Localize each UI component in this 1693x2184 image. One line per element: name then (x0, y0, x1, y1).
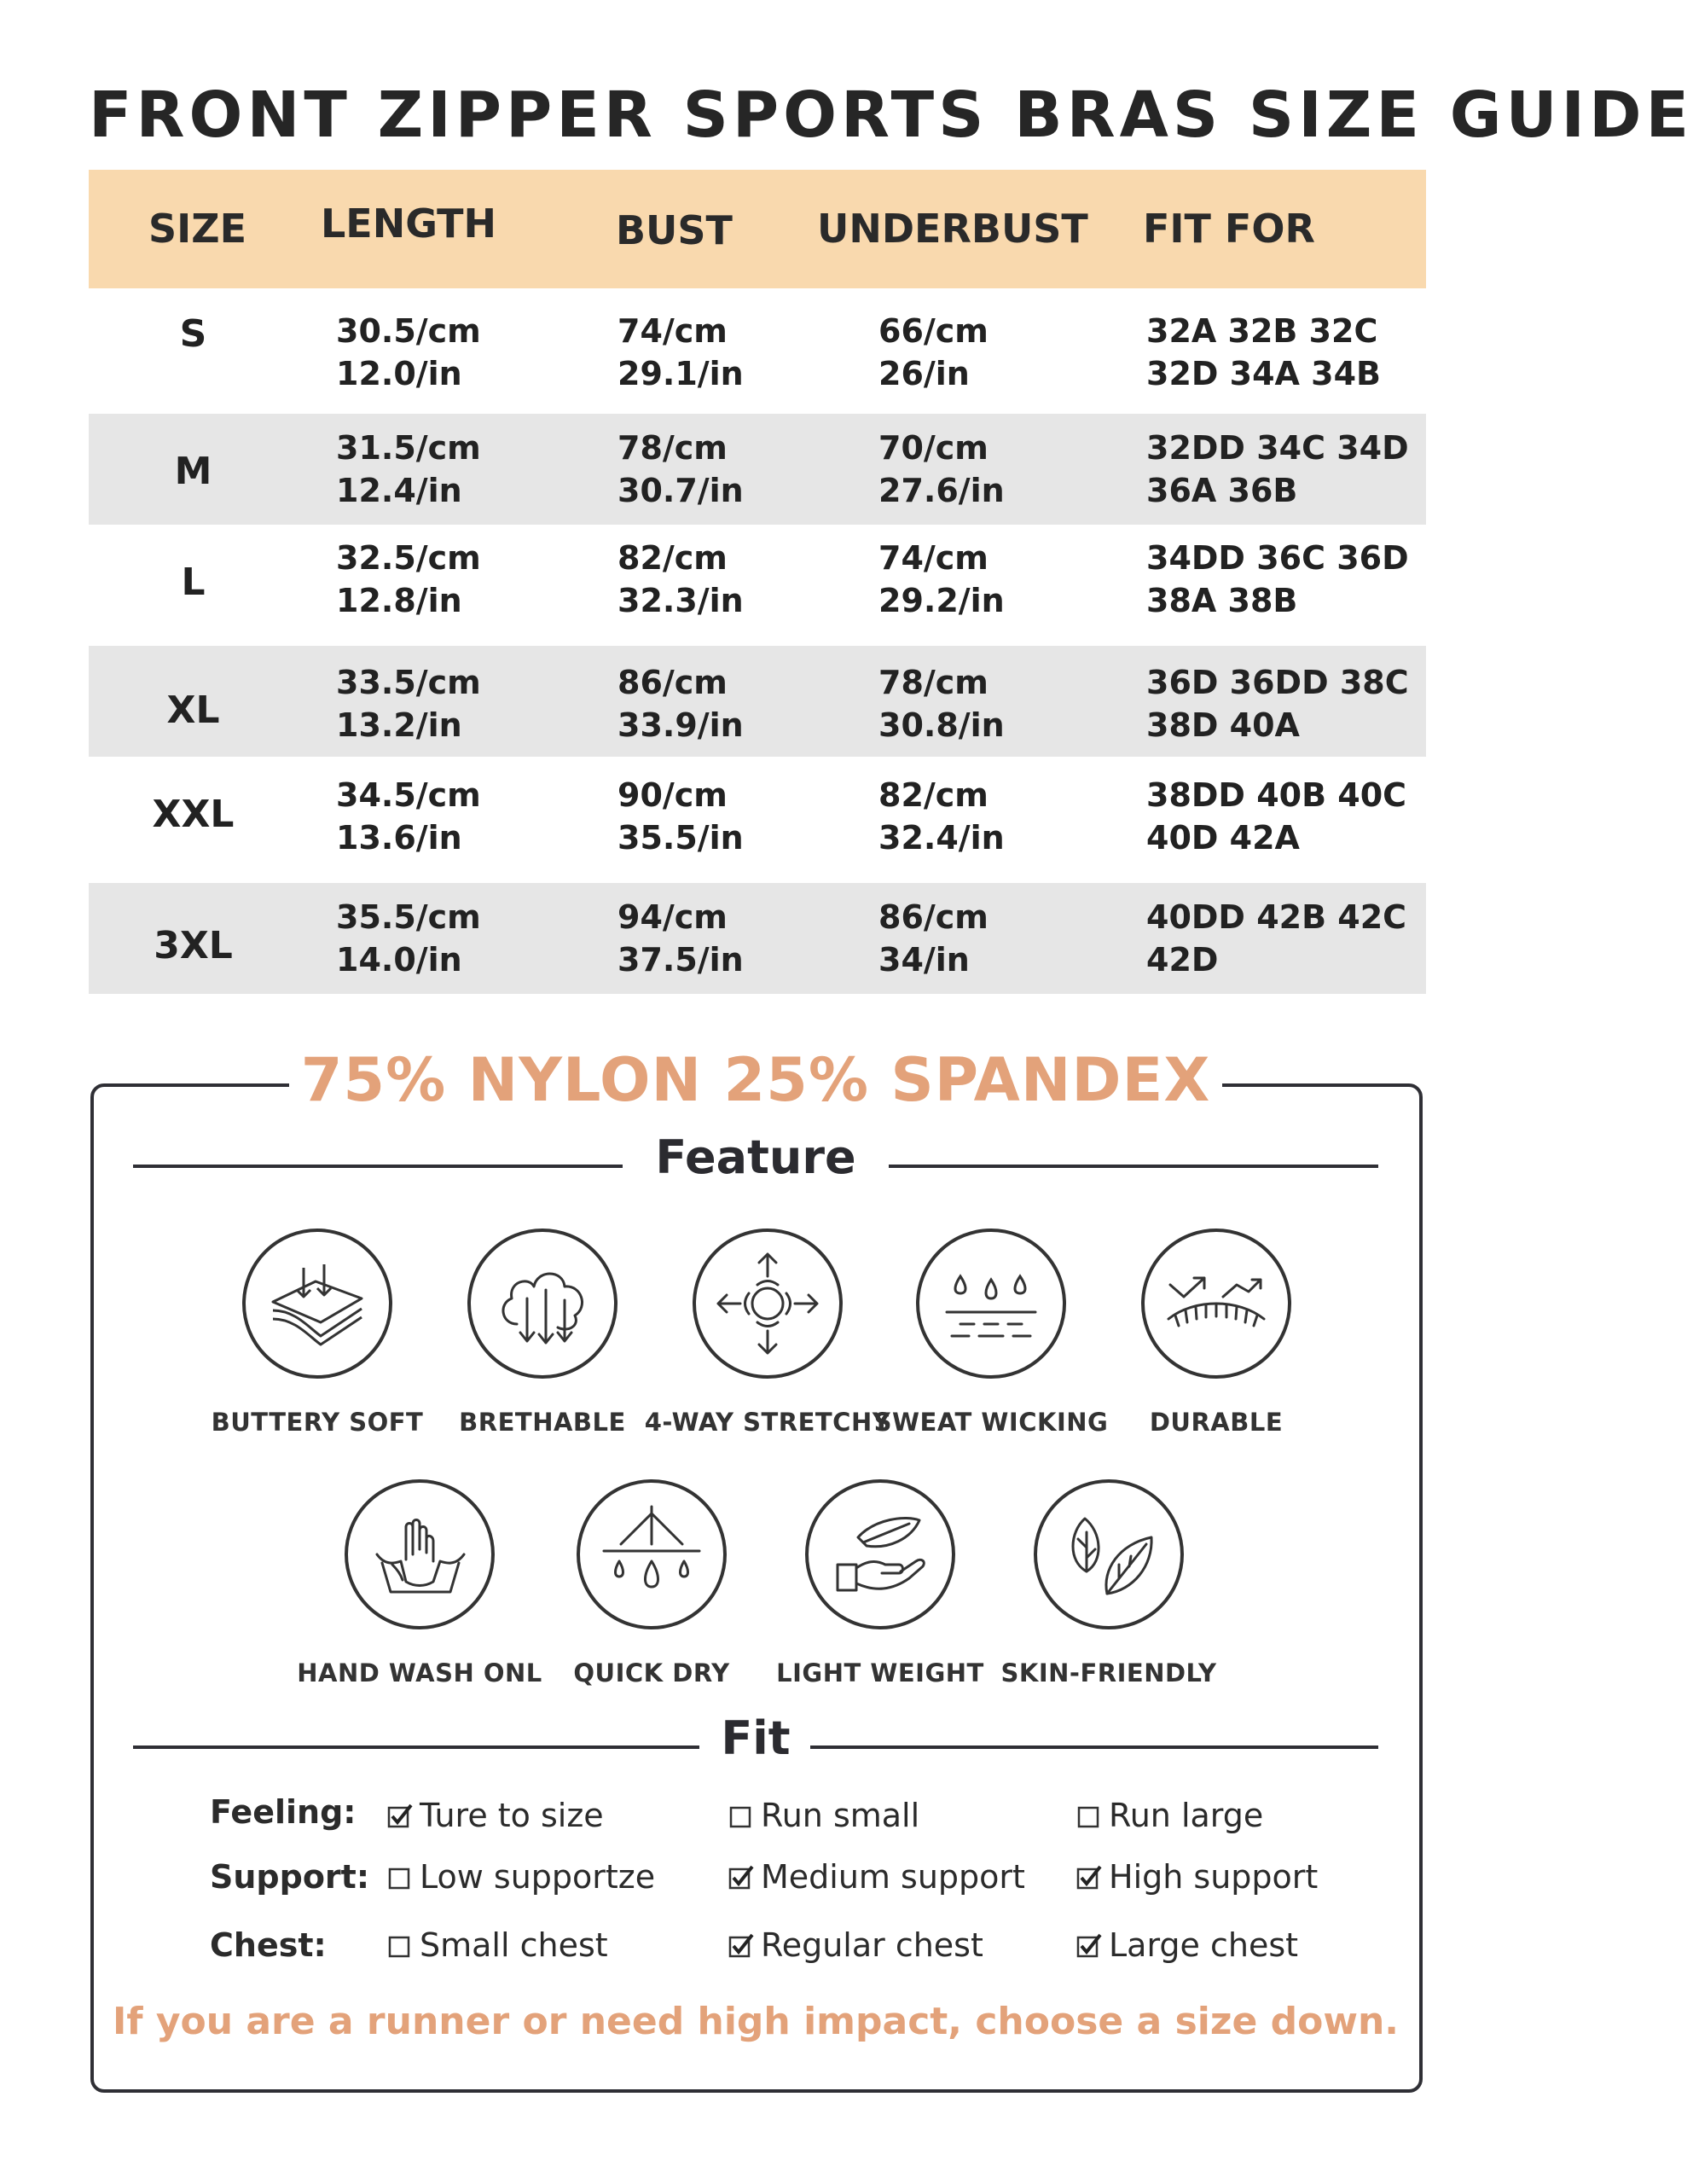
droplets-icon (935, 1247, 1047, 1360)
table-row (89, 414, 1426, 525)
feature-label: BRETHABLE (459, 1408, 626, 1437)
checkbox-empty-icon (387, 1933, 413, 1959)
feature-label: QUICK DRY (573, 1658, 730, 1687)
fit-option-unchecked: Small chest (387, 1926, 608, 1964)
size-cell: S (179, 312, 207, 356)
table-header (89, 170, 1426, 288)
length-cell: 31.5/cm 12.4/in (336, 429, 481, 509)
checkbox-checked-icon (728, 1865, 754, 1891)
checkbox-checked-icon (1076, 1933, 1102, 1959)
fit-option-checked: Ture to size (387, 1797, 604, 1834)
fit-heading (133, 1711, 1378, 1780)
fit-title: Fit (721, 1711, 791, 1765)
fit-category: Support: (210, 1858, 370, 1896)
length-cell: 30.5/cm 12.0/in (336, 312, 481, 392)
size-cell: XXL (152, 793, 235, 836)
underbust-cell: 70/cm 27.6/in (878, 429, 1005, 509)
fit-cell: 40DD 42B 42C 42D (1146, 898, 1407, 979)
feature-label: SWEAT WICKING (873, 1408, 1109, 1437)
size-cell: M (174, 450, 212, 493)
checkbox-empty-icon (387, 1865, 413, 1891)
feather-hand-icon (824, 1498, 936, 1611)
feature-heading (133, 1130, 1378, 1199)
table-row (89, 883, 1426, 994)
feature-label: 4-WAY STRETCHY (644, 1408, 891, 1437)
bust-cell: 90/cm 35.5/in (617, 776, 744, 857)
feature-label: SKIN-FRIENDLY (1000, 1658, 1217, 1687)
checkbox-empty-icon (1076, 1804, 1102, 1829)
fit-category: Feeling: (210, 1793, 357, 1831)
fit-row-feeling (210, 1793, 1404, 1844)
fit-cell: 38DD 40B 40C 40D 42A (1146, 776, 1407, 857)
fit-option-unchecked: Run large (1076, 1797, 1263, 1834)
fit-cell: 32A 32B 32C 32D 34A 34B (1146, 312, 1382, 392)
fit-cell: 36D 36DD 38C 38D 40A (1146, 664, 1409, 744)
stretch-icon (711, 1247, 824, 1360)
fit-option-unchecked: Run small (728, 1797, 919, 1834)
header-length: LENGTH (321, 200, 497, 247)
underbust-cell: 82/cm 32.4/in (878, 776, 1005, 857)
checkbox-checked-icon (1076, 1865, 1102, 1891)
size-cell: XL (166, 688, 220, 732)
feature-label: LIGHT WEIGHT (776, 1658, 984, 1687)
fabric-composition: 75% NYLON 25% SPANDEX (0, 1045, 1511, 1115)
bust-cell: 94/cm 37.5/in (617, 898, 744, 979)
header-underbust: UNDERBUST (817, 206, 1088, 252)
bust-cell: 82/cm 32.3/in (617, 539, 744, 619)
size-cell: 3XL (154, 924, 233, 967)
sizing-advice: If you are a runner or need high impact, choose a size down. (112, 2000, 1400, 2043)
fit-option-checked: Medium support (728, 1858, 1025, 1896)
bust-cell: 78/cm 30.7/in (617, 429, 744, 509)
hand-wash-icon (363, 1498, 476, 1611)
underbust-cell: 74/cm 29.2/in (878, 539, 1005, 619)
fit-row-support (210, 1858, 1404, 1909)
feature-label: HAND WASH ONL (297, 1658, 542, 1687)
leaves-icon (1052, 1498, 1165, 1611)
table-row (89, 757, 1426, 883)
length-cell: 35.5/cm 14.0/in (336, 898, 481, 979)
durable-icon (1160, 1247, 1273, 1360)
size-table (89, 170, 1426, 994)
checkbox-checked-icon (728, 1933, 754, 1959)
fit-row-chest (210, 1926, 1404, 1978)
feature-label: DURABLE (1149, 1408, 1284, 1437)
fit-option-checked: Large chest (1076, 1926, 1298, 1964)
header-bust: BUST (616, 207, 733, 253)
header-size: SIZE (148, 206, 247, 252)
layers-icon (261, 1247, 374, 1360)
fit-option-unchecked: Low supportze (387, 1858, 655, 1896)
length-cell: 33.5/cm 13.2/in (336, 664, 481, 744)
size-cell: L (181, 561, 206, 604)
fit-option-checked: High support (1076, 1858, 1318, 1896)
bust-cell: 86/cm 33.9/in (617, 664, 744, 744)
checkbox-empty-icon (728, 1804, 754, 1829)
underbust-cell: 66/cm 26/in (878, 312, 989, 392)
feature-label: BUTTERY SOFT (211, 1408, 424, 1437)
quick-dry-icon (595, 1498, 708, 1611)
feature-title: Feature (655, 1130, 856, 1184)
length-cell: 34.5/cm 13.6/in (336, 776, 481, 857)
header-fit-for: FIT FOR (1143, 206, 1315, 252)
fit-cell: 34DD 36C 36D 38A 38B (1146, 539, 1409, 619)
table-row (89, 288, 1426, 414)
fit-option-checked: Regular chest (728, 1926, 983, 1964)
fit-category: Chest: (210, 1926, 327, 1964)
table-row (89, 646, 1426, 757)
bust-cell: 74/cm 29.1/in (617, 312, 744, 392)
underbust-cell: 78/cm 30.8/in (878, 664, 1005, 744)
table-row (89, 525, 1426, 646)
page-title: FRONT ZIPPER SPORTS BRAS SIZE GUIDE (89, 78, 1693, 152)
fit-cell: 32DD 34C 34D 36A 36B (1146, 429, 1409, 509)
length-cell: 32.5/cm 12.8/in (336, 539, 481, 619)
breathable-icon (486, 1247, 599, 1360)
underbust-cell: 86/cm 34/in (878, 898, 989, 979)
checkbox-checked-icon (387, 1804, 413, 1829)
